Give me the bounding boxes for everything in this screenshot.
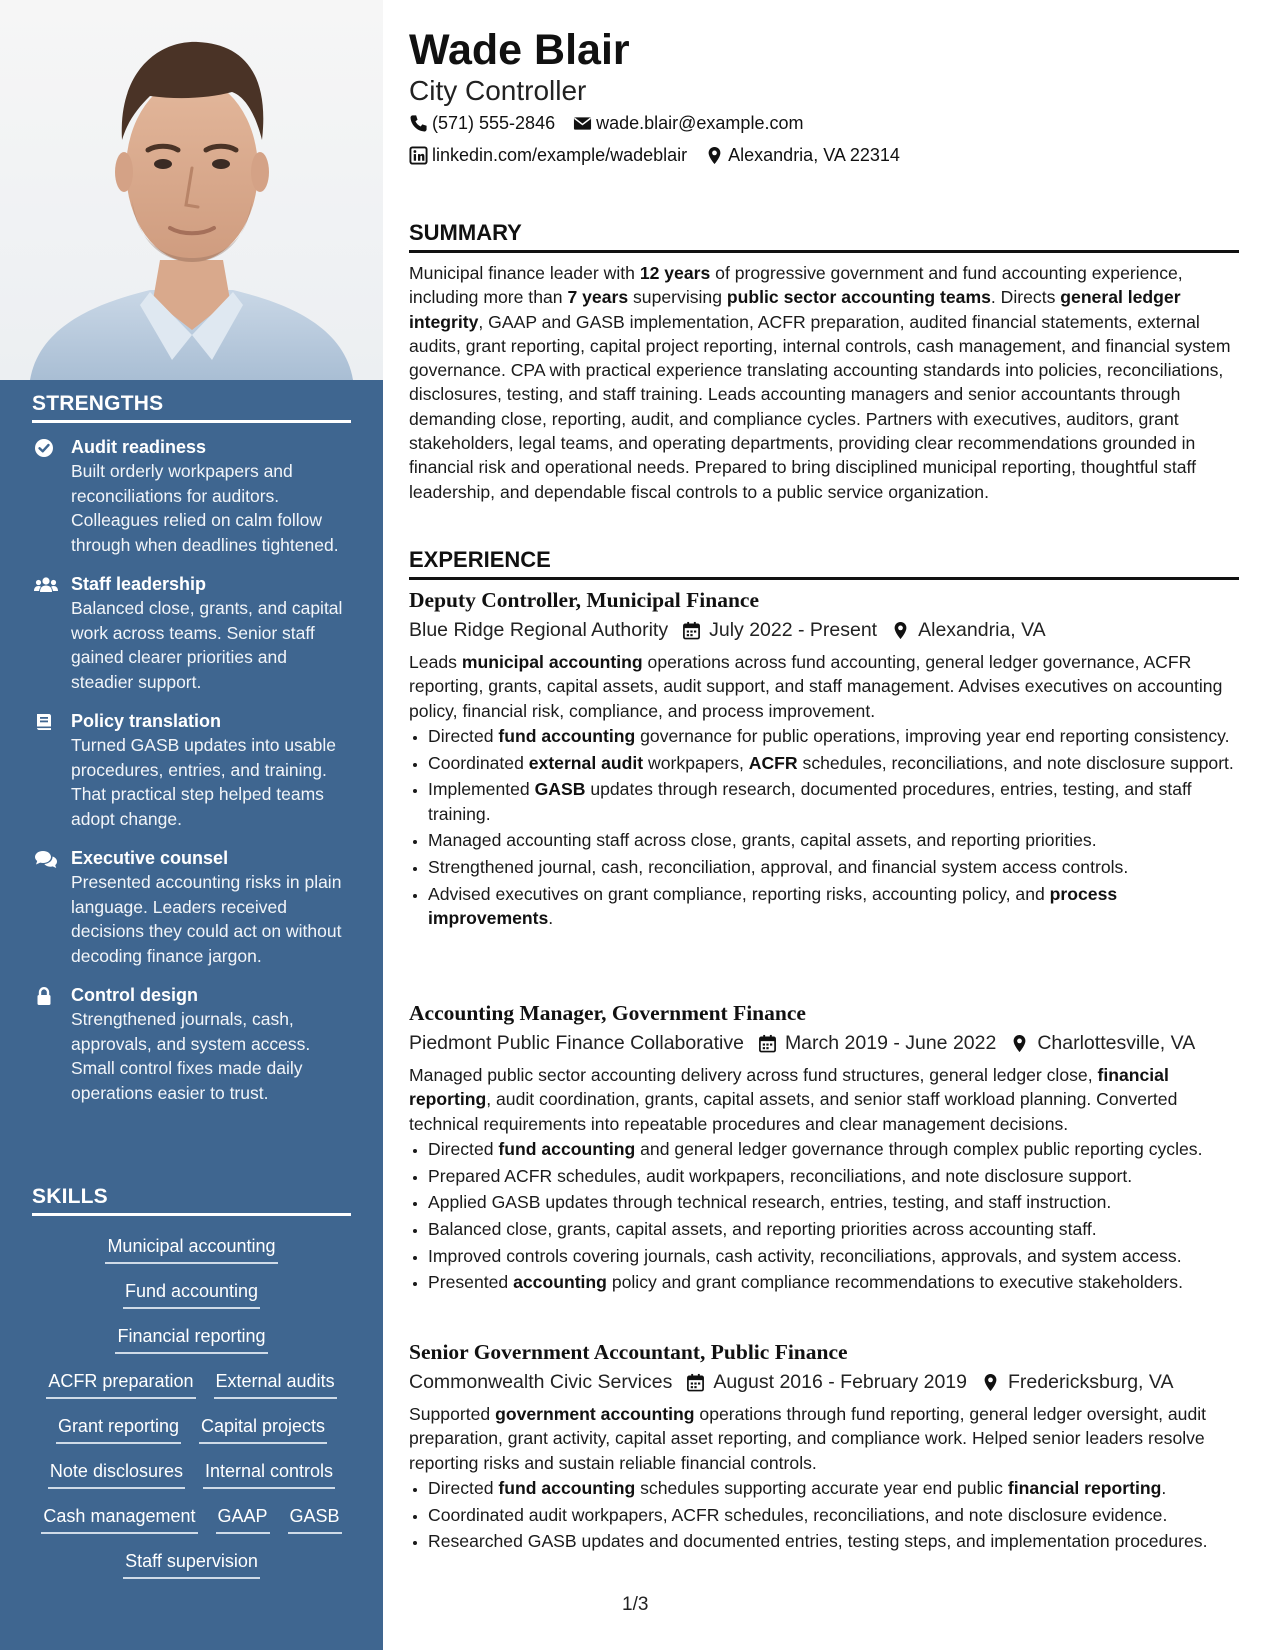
strength-title: Policy translation bbox=[71, 711, 222, 731]
map-pin-icon bbox=[981, 1373, 1000, 1392]
job-bullet: • Researched GASB updates and documented entries, testing steps, and implementation procedures. bbox=[428, 1529, 1239, 1553]
linkedin-link[interactable]: linkedin.com/example/wadeblair bbox=[432, 145, 688, 165]
job-title: Deputy Controller, Municipal Finance bbox=[409, 588, 759, 612]
skill-tag: Municipal accounting bbox=[105, 1234, 277, 1264]
job-bullet: • Directed fund accounting schedules supporting accurate year end public financial reporting. bbox=[428, 1476, 1239, 1500]
job-org: Piedmont Public Finance Collaborative bbox=[409, 1032, 744, 1054]
strength-desc: Turned GASB updates into usable procedures, entries, and training. That practical step helped teams adopt change. bbox=[71, 735, 336, 829]
skill-tag: External audits bbox=[214, 1369, 337, 1399]
phone-contact bbox=[409, 113, 555, 134]
phone-icon bbox=[409, 114, 428, 133]
job-location: Alexandria, VA bbox=[918, 619, 1046, 641]
candidate-name: Wade Blair bbox=[409, 26, 630, 74]
page-number: 1/3 bbox=[622, 1594, 649, 1615]
skills-section bbox=[32, 1185, 351, 1594]
skill-tag: Grant reporting bbox=[56, 1414, 181, 1444]
contact-row-2 bbox=[409, 145, 900, 166]
strength-desc: Strengthened journals, cash, approvals, and system access. Small control fixes made daily operations easier to trust. bbox=[71, 1009, 311, 1103]
job-bullet: • Managed accounting staff across close, grants, capital assets, and reporting priorities. bbox=[428, 828, 1239, 852]
job-location: Fredericksburg, VA bbox=[1008, 1371, 1174, 1393]
strengths-heading: STRENGTHS bbox=[32, 392, 351, 423]
summary-heading: SUMMARY bbox=[409, 219, 1239, 253]
skill-tag: Capital projects bbox=[199, 1414, 327, 1444]
calendar-icon bbox=[758, 1034, 777, 1053]
map-pin-icon bbox=[705, 146, 724, 165]
linkedin-contact[interactable] bbox=[409, 145, 687, 166]
emphasis-text: municipal accounting bbox=[461, 652, 643, 672]
map-pin-icon bbox=[1010, 1034, 1029, 1053]
job-meta bbox=[409, 1029, 1239, 1057]
emphasis-text: government accounting bbox=[495, 1404, 695, 1424]
job-bullet: • Balanced close, grants, capital assets, and reporting priorities across accounting staff. bbox=[428, 1217, 1239, 1241]
emphasis-text: fund accounting bbox=[498, 1138, 636, 1159]
emphasis-text: general ledger integrity bbox=[409, 287, 1181, 332]
strength-title: Control design bbox=[71, 985, 198, 1005]
job-entry bbox=[409, 999, 1239, 1297]
lock-icon bbox=[34, 986, 54, 1006]
book-icon bbox=[34, 712, 54, 732]
job-entry bbox=[409, 586, 1239, 933]
job-bullet: • Implemented GASB updates through research, documented procedures, entries, testing, and staff training. bbox=[428, 777, 1239, 826]
linkedin-icon bbox=[409, 146, 428, 165]
skill-tag: Staff supervision bbox=[123, 1549, 260, 1579]
strength-desc: Balanced close, grants, and capital work across teams. Senior staff gained clearer priorities and steadier support. bbox=[71, 598, 343, 692]
job-entry bbox=[409, 1338, 1239, 1556]
strength-title: Executive counsel bbox=[71, 848, 229, 868]
strength-item bbox=[32, 846, 351, 968]
skill-tag: Fund accounting bbox=[123, 1279, 260, 1309]
comments-icon bbox=[34, 849, 58, 869]
job-title: Senior Government Accountant, Public Finance bbox=[409, 1340, 848, 1364]
map-pin-icon bbox=[891, 621, 910, 640]
job-org: Blue Ridge Regional Authority bbox=[409, 619, 669, 641]
emphasis-text: GASB bbox=[534, 779, 586, 800]
job-bullet: • Improved controls covering journals, cash activity, reconciliations, approvals, and system access. bbox=[428, 1244, 1239, 1268]
skills-heading: SKILLS bbox=[32, 1185, 351, 1216]
job-bullets bbox=[409, 724, 1239, 930]
job-bullet: • Presented accounting policy and grant compliance recommendations to executive stakeholders. bbox=[428, 1270, 1239, 1294]
experience-heading: EXPERIENCE bbox=[409, 546, 1239, 580]
location-text: Alexandria, VA 22314 bbox=[728, 145, 900, 165]
job-meta bbox=[409, 1368, 1239, 1396]
job-org: Commonwealth Civic Services bbox=[409, 1371, 673, 1393]
job-location: Charlottesville, VA bbox=[1037, 1032, 1196, 1054]
emphasis-text: 12 years bbox=[639, 263, 711, 283]
skill-tag: GAAP bbox=[216, 1504, 270, 1534]
job-title: Accounting Manager, Government Finance bbox=[409, 1001, 806, 1025]
check-circle-icon bbox=[34, 438, 54, 458]
job-bullet: • Applied GASB updates through technical research, entries, testing, and staff instruction. bbox=[428, 1190, 1239, 1214]
job-bullet: • Directed fund accounting governance for public operations, improving year end reporting consistency. bbox=[428, 724, 1239, 748]
job-bullet: • Directed fund accounting and general ledger governance through complex public reporting cycles. bbox=[428, 1137, 1239, 1161]
job-dates: March 2019 - June 2022 bbox=[784, 1032, 997, 1054]
strengths-section bbox=[32, 392, 351, 1120]
job-description: Supported government accounting operations through fund reporting, general ledger oversight, audit preparation, grant activity, capital asset reporting, and compliance work. Helped senior leaders resolve reporting risks and sustain reliable financial controls. bbox=[409, 1404, 1207, 1473]
summary-text: Municipal finance leader with 12 years of progressive government and fund accounting experience, including more than 7 years supervising public sector accounting teams. Directs general ledger integrity, GAAP and GASB implementation, ACFR preparation, audited financial statements, external audits, grant reporting, capital project reporting, internal controls, cash management, and financial system governance. CPA with practical experience translating accounting standards into policies, reconciliations, disclosures, testing, and staff training. Leads accounting managers and senior accountants through demanding close, reporting, audit, and compliance cycles. Partners with executives, auditors, grant stakeholders, legal teams, and operating departments, providing clear recommendations grounded in financial risk and operational needs. Prepared to bring disciplined municipal reporting, thoughtful staff leadership, and dependable fiscal controls to a public service organization. bbox=[409, 263, 1231, 502]
strength-title: Staff leadership bbox=[71, 574, 207, 594]
job-description: Managed public sector accounting delivery across fund structures, general ledger close, financial reporting, audit coordination, grants, capital assets, and senior staff workload planning. Converted technical requirements into repeatable procedures and clear management decisions. bbox=[409, 1065, 1178, 1134]
job-bullet: • Coordinated external audit workpapers, ACFR schedules, reconciliations, and note disclosure support. bbox=[428, 751, 1239, 775]
skill-tag: Internal controls bbox=[203, 1459, 335, 1489]
strength-item bbox=[32, 435, 351, 557]
job-bullet: • Coordinated audit workpapers, ACFR schedules, reconciliations, and note disclosure evidence. bbox=[428, 1503, 1239, 1527]
phone-text: (571) 555-2846 bbox=[432, 113, 556, 133]
emphasis-text: financial reporting bbox=[409, 1065, 1169, 1110]
strength-desc: Built orderly workpapers and reconciliations for auditors. Colleagues relied on calm follow through when deadlines tightened. bbox=[71, 461, 339, 555]
envelope-icon bbox=[573, 114, 592, 133]
emphasis-text: accounting bbox=[513, 1272, 607, 1293]
profile-photo-illustration bbox=[0, 0, 383, 380]
strength-item bbox=[32, 983, 351, 1105]
email-contact[interactable] bbox=[573, 113, 803, 134]
emphasis-text: process improvements bbox=[428, 883, 1118, 928]
emphasis-text: fund accounting bbox=[498, 1477, 636, 1498]
job-bullets bbox=[409, 1137, 1239, 1295]
calendar-icon bbox=[682, 621, 701, 640]
job-bullets bbox=[409, 1476, 1239, 1554]
strength-item bbox=[32, 709, 351, 831]
job-bullet: • Strengthened journal, cash, reconciliation, approval, and financial system access controls. bbox=[428, 855, 1239, 879]
skill-tag: Note disclosures bbox=[48, 1459, 185, 1489]
candidate-role: City Controller bbox=[409, 75, 587, 106]
job-bullet: • Prepared ACFR schedules, audit workpapers, reconciliations, and note disclosure support. bbox=[428, 1164, 1239, 1188]
emphasis-text: external audit bbox=[528, 752, 644, 773]
emphasis-text: ACFR bbox=[748, 752, 798, 773]
strength-desc: Presented accounting risks in plain language. Leaders received decisions they could act on without decoding finance jargon. bbox=[71, 872, 342, 966]
emphasis-text: financial reporting bbox=[1007, 1477, 1162, 1498]
emphasis-text: public sector accounting teams bbox=[726, 287, 991, 308]
emphasis-text: fund accounting bbox=[498, 725, 636, 746]
skills-list bbox=[32, 1234, 351, 1594]
strength-title: Audit readiness bbox=[71, 437, 207, 457]
skill-tag: Financial reporting bbox=[115, 1324, 267, 1354]
profile-photo bbox=[0, 0, 383, 380]
job-dates: August 2016 - February 2019 bbox=[713, 1371, 967, 1393]
job-dates: July 2022 - Present bbox=[709, 619, 878, 641]
job-description: Leads municipal accounting operations across fund accounting, general ledger governance, ACFR reporting, grants, capital assets, audit support, and staff management. Advises executives on accounting policy, financial risk, compliance, and process improvement. bbox=[409, 652, 1223, 721]
sidebar bbox=[0, 0, 383, 1650]
calendar-icon bbox=[686, 1373, 705, 1392]
job-meta bbox=[409, 616, 1239, 644]
skill-tag: Cash management bbox=[41, 1504, 197, 1534]
contact-row bbox=[409, 113, 803, 134]
email-link[interactable]: wade.blair@example.com bbox=[596, 113, 804, 133]
strength-item bbox=[32, 572, 351, 694]
skill-tag: ACFR preparation bbox=[46, 1369, 195, 1399]
users-icon bbox=[34, 575, 58, 595]
emphasis-text: 7 years bbox=[567, 287, 629, 308]
skill-tag: GASB bbox=[288, 1504, 342, 1534]
location-contact bbox=[705, 145, 900, 166]
job-bullet: • Advised executives on grant compliance, reporting risks, accounting policy, and process improvements. bbox=[428, 882, 1239, 931]
